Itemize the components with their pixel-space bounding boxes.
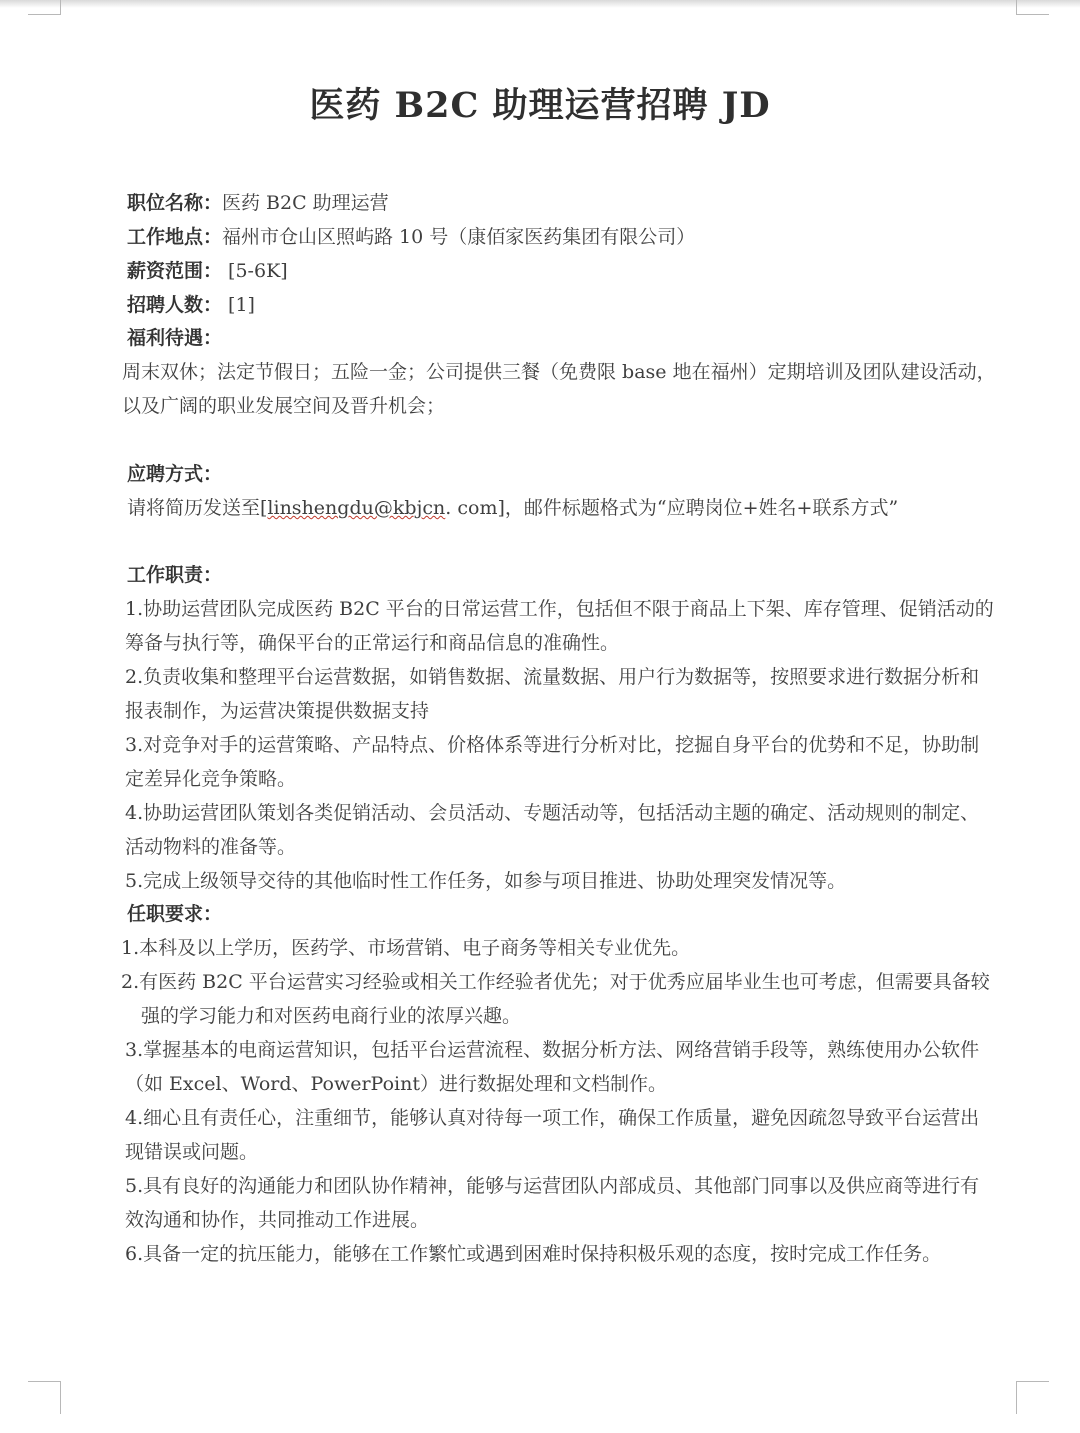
corner-mark-top-right	[1016, 0, 1049, 15]
corner-mark-bottom-right	[1016, 1381, 1049, 1414]
duty-line: 报表制作，为运营决策提供数据支持	[125, 700, 430, 722]
position-line	[127, 191, 389, 215]
location-line	[127, 225, 695, 249]
email-address[interactable]: linshengdu@kbjcn	[267, 497, 446, 519]
duty-line: 3.对竞争对手的运营策略、产品特点、价格体系等进行分析对比，挖掘自身平台的优势和不足，协助制	[125, 734, 980, 756]
requirement-line: 强的学习能力和对医药电商行业的浓厚兴趣。	[141, 1005, 522, 1027]
salary-line	[127, 259, 288, 283]
requirement-line: 1.本科及以上学历，医药学、市场营销、电子商务等相关专业优先。	[121, 937, 691, 959]
benefits-text-line: 以及广阔的职业发展空间及晋升机会；	[122, 395, 446, 417]
duties-heading: 工作职责：	[127, 564, 223, 586]
duty-line: 5.完成上级领导交待的其他临时性工作任务，如参与项目推进、协助处理突发情况等。	[125, 870, 847, 892]
duty-line: 筹备与执行等，确保平台的正常运行和商品信息的准确性。	[125, 632, 620, 654]
benefits-text-line: 周末双休；法定节假日；五险一金；公司提供三餐（免费限 base 地在福州）定期培训及团队建设活动，	[122, 361, 996, 383]
requirement-line: 6.具备一定的抗压能力，能够在工作繁忙或遇到困难时保持积极乐观的态度，按时完成工作任务。	[125, 1243, 942, 1265]
position-label: 职位名称：	[127, 192, 223, 214]
duty-line: 活动物料的准备等。	[125, 836, 297, 858]
corner-mark-bottom-left	[28, 1381, 61, 1414]
duty-line: 4.协助运营团队策划各类促销活动、会员活动、专题活动等，包括活动主题的确定、活动规则的制定、	[125, 802, 980, 824]
headcount-label: 招聘人数：	[127, 294, 223, 316]
requirement-line: （如 Excel、Word、PowerPoint）进行数据处理和文档制作。	[125, 1073, 667, 1095]
duty-line: 定差异化竞争策略。	[125, 768, 297, 790]
requirement-line: 现错误或问题。	[125, 1141, 259, 1163]
salary-value: [5-6K]	[222, 260, 288, 282]
headcount-line	[127, 293, 255, 317]
location-value: 福州市仓山区照屿路 10 号（康佰家医药集团有限公司）	[222, 226, 696, 248]
benefits-label-line	[127, 326, 222, 350]
position-value: 医药 B2C 助理运营	[222, 192, 389, 214]
duty-line: 2.负责收集和整理平台运营数据，如销售数据、流量数据、用户行为数据等，按照要求进行数据分析和	[125, 666, 980, 688]
headcount-value: [1]	[222, 294, 255, 316]
location-label: 工作地点：	[127, 226, 223, 248]
page-top-shadow	[0, 0, 1080, 8]
corner-mark-top-left	[28, 0, 61, 15]
requirement-line: 效沟通和协作，共同推动工作进展。	[125, 1209, 430, 1231]
requirement-line: 3.掌握基本的电商运营知识，包括平台运营流程、数据分析方法、网络营销手段等，熟练使用办公软件	[125, 1039, 980, 1061]
requirements-heading: 任职要求：	[127, 903, 223, 925]
benefits-label: 福利待遇：	[127, 327, 223, 349]
apply-text-line	[127, 496, 898, 520]
requirement-line: 2.有医药 B2C 平台运营实习经验或相关工作经验者优先；对于优秀应届毕业生也可考虑，但需要具备较	[121, 971, 990, 993]
document-title: 医药 B2C 助理运营招聘 JD	[309, 85, 771, 126]
apply-text-before: 请将简历发送至[	[127, 497, 268, 519]
requirement-line: 4.细心且有责任心，注重细节，能够认真对待每一项工作，确保工作质量，避免因疏忽导致平台运营出	[125, 1107, 980, 1129]
apply-heading: 应聘方式：	[127, 463, 223, 485]
requirement-line: 5.具有良好的沟通能力和团队协作精神，能够与运营团队内部成员、其他部门同事以及供应商等进行有	[125, 1175, 980, 1197]
apply-text-after: . com]，邮件标题格式为“应聘岗位+姓名+联系方式”	[445, 497, 899, 519]
duty-line: 1.协助运营团队完成医药 B2C 平台的日常运营工作，包括但不限于商品上下架、库存管理、促销活动的	[125, 598, 994, 620]
salary-label: 薪资范围：	[127, 260, 223, 282]
